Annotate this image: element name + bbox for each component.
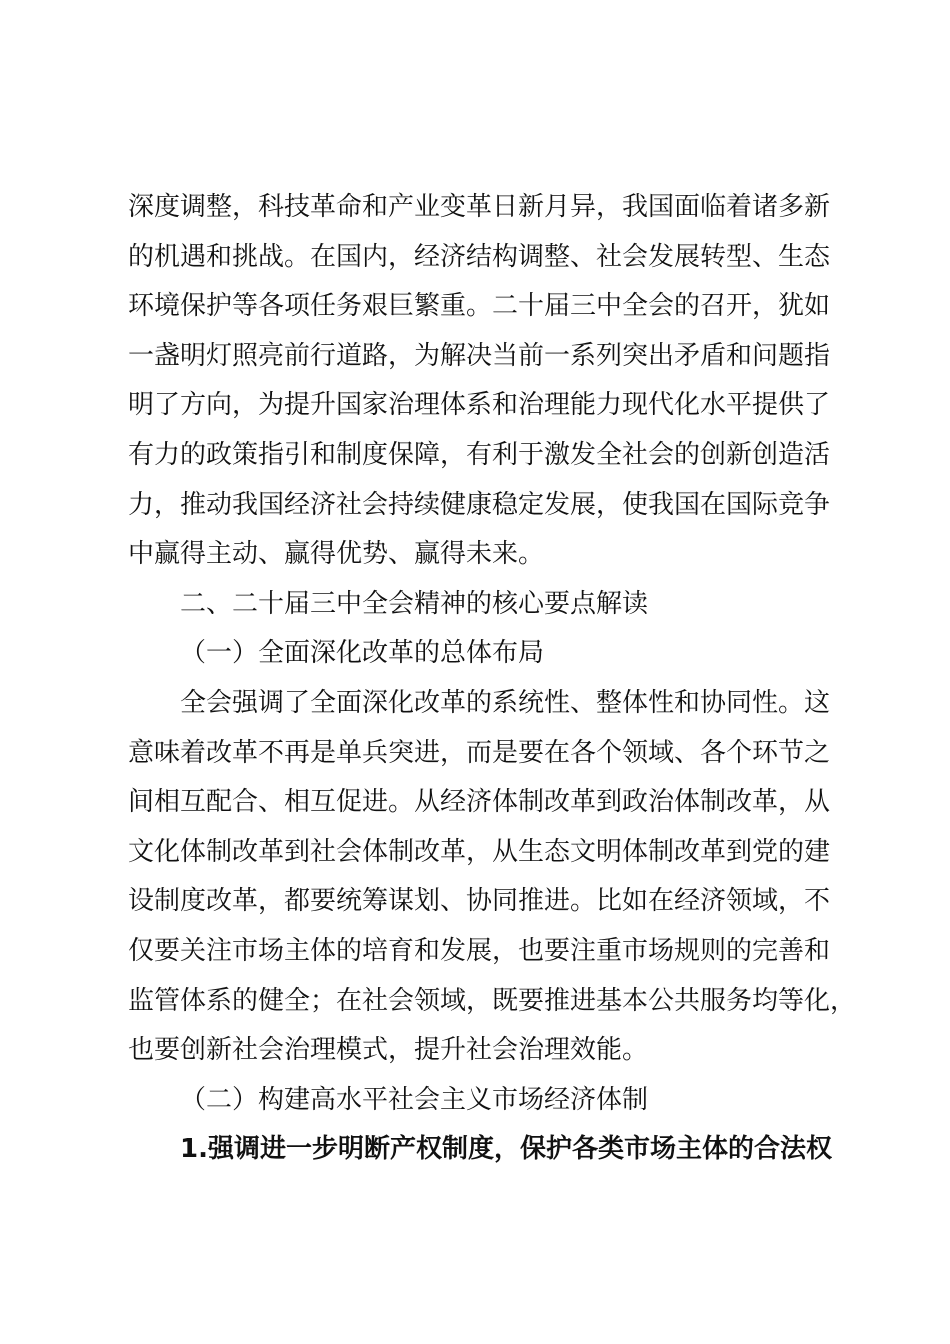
paragraph-line: 文化体制改革到社会体制改革，从生态文明体制改革到党的建 — [128, 836, 831, 867]
paragraph-line: 环境保护等各项任务艰巨繁重。二十届三中全会的召开，犹如 — [128, 291, 831, 322]
paragraph-line: 明了方向，为提升国家治理体系和治理能力现代化水平提供了 — [128, 390, 831, 421]
subsection-heading: （二）构建高水平社会主义市场经济体制 — [180, 1084, 649, 1115]
paragraph-line: 意味着改革不再是单兵突进，而是要在各个领域、各个环节之 — [128, 737, 831, 768]
bold-point-heading: 1.强调进一步明断产权制度，保护各类市场主体的合法权 — [180, 1134, 832, 1165]
document-body — [128, 183, 857, 1175]
paragraph-line: 中赢得主动、赢得优势、赢得未来。 — [128, 539, 545, 570]
paragraph-line: 间相互配合、相互促进。从经济体制改革到政治体制改革，从 — [128, 787, 831, 818]
paragraph-line: 监管体系的健全；在社会领域，既要推进基本公共服务均等化， — [128, 985, 857, 1016]
paragraph-line: 全会强调了全面深化改革的系统性、整体性和协同性。这 — [180, 687, 831, 718]
paragraph-line: 有力的政策指引和制度保障，有利于激发全社会的创新创造活 — [128, 439, 831, 470]
paragraph-line: 设制度改革，都要统筹谋划、协同推进。比如在经济领域，不 — [128, 886, 831, 917]
subsection-heading: （一）全面深化改革的总体布局 — [180, 638, 545, 669]
paragraph-line: 深度调整，科技革命和产业变革日新月异，我国面临着诸多新 — [128, 192, 831, 222]
paragraph-line: 力，推动我国经济社会持续健康稳定发展，使我国在国际竞争 — [128, 489, 831, 520]
section-heading: 二、二十届三中全会精神的核心要点解读 — [180, 588, 649, 619]
paragraph-line: 仅要关注市场主体的培育和发展，也要注重市场规则的完善和 — [128, 935, 831, 966]
paragraph-line: 的机遇和挑战。在国内，经济结构调整、社会发展转型、生态 — [128, 241, 831, 272]
paragraph-line: 也要创新社会治理模式，提升社会治理效能。 — [128, 1035, 649, 1066]
paragraph-line: 一盏明灯照亮前行道路，为解决当前一系列突出矛盾和问题指 — [128, 340, 831, 371]
